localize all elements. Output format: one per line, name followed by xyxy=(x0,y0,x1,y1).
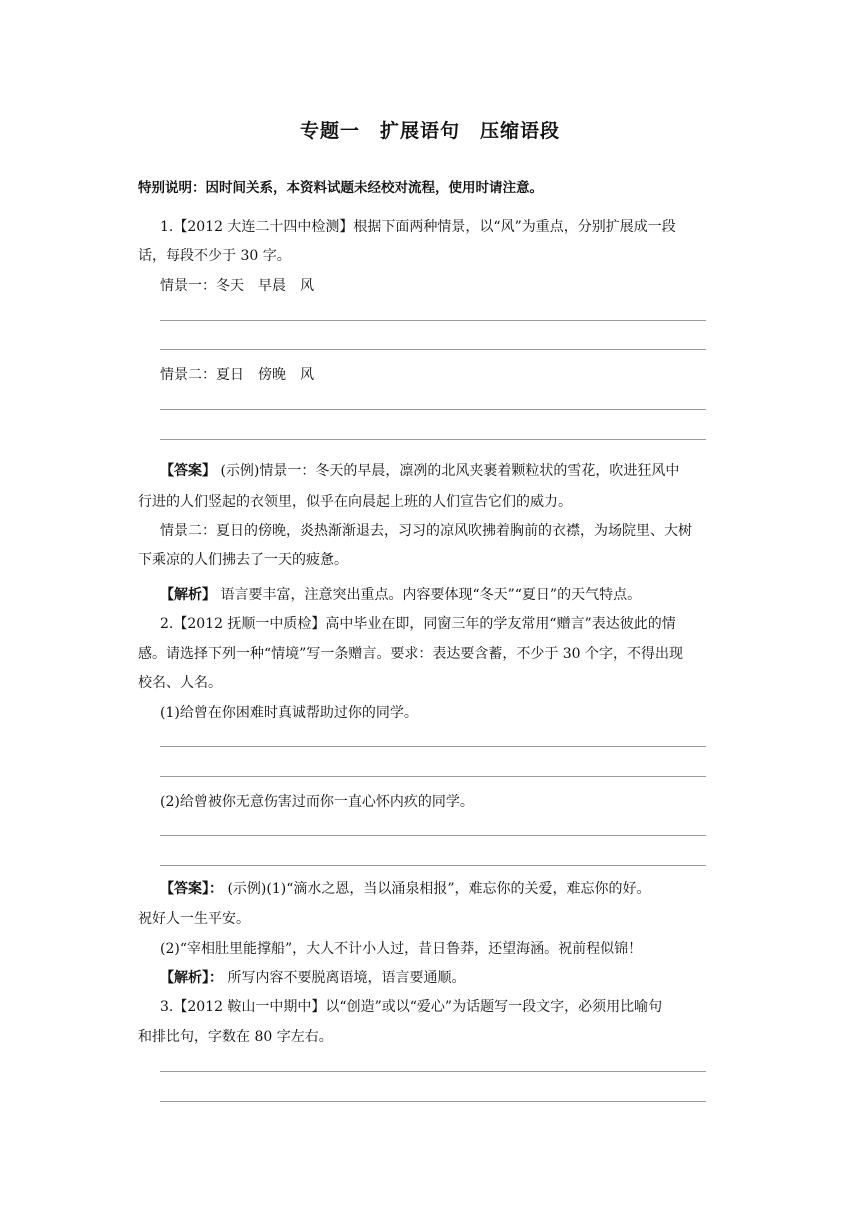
q3-prompt-line1: 3.【2012 鞍山一中期中】以“创造”或以“爱心”为话题写一段文字，必须用比喻句 xyxy=(160,999,663,1015)
q1-prompt-line1: 1.【2012 大连二十四中检测】根据下面两种情景，以“风”为重点，分别扩展成一段 xyxy=(160,219,676,235)
answer-line xyxy=(160,320,706,321)
q2-prompt-line2: 感。请选择下列一种“情境”写一条赠言。要求：表达要含蓄，不少于 30 个字，不得出现 xyxy=(138,646,684,662)
answer-tag: 【答案】 xyxy=(160,463,216,479)
q1-scene2: 情景二：夏日 傍晚 风 xyxy=(160,367,314,383)
answer-text: (示例)(1)“滴水之恩，当以涌泉相报”，难忘你的关爱，难忘你的好。 xyxy=(227,881,651,897)
q1-answer-line1 xyxy=(160,461,679,481)
q2-prompt-line1: 2.【2012 抚顺一中质检】高中毕业在即，同窗三年的学友常用“赠言”表达彼此的情 xyxy=(160,616,676,632)
answer-line xyxy=(160,1101,706,1102)
q2-analysis xyxy=(160,968,465,988)
q2-answer-line2: 祝好人一生平安。 xyxy=(138,911,250,927)
answer-line xyxy=(160,835,706,836)
q1-answer-line4: 下乘凉的人们拂去了一天的疲惫。 xyxy=(138,552,348,568)
answer-line xyxy=(160,1071,706,1072)
analysis-tag: 【解析】： xyxy=(160,970,223,986)
analysis-text: 所写内容不要脱离语境，语言要通顺。 xyxy=(227,970,466,986)
q1-prompt-line2: 话，每段不少于 30 字。 xyxy=(138,248,291,264)
answer-line xyxy=(160,865,706,866)
special-note: 特别说明：因时间关系，本资料试题未经校对流程，使用时请注意。 xyxy=(138,180,543,196)
q1-answer-line2: 行进的人们竖起的衣领里，似乎在向晨起上班的人们宣告它们的威力。 xyxy=(138,494,572,510)
q2-item2: (2)给曾被你无意伤害过而你一直心怀内疚的同学。 xyxy=(160,794,474,810)
q3-prompt-line2: 和排比句，字数在 80 字左右。 xyxy=(138,1029,333,1045)
answer-line xyxy=(160,349,706,350)
q2-item1: (1)给曾在你困难时真诚帮助过你的同学。 xyxy=(160,705,418,721)
q1-answer-line3: 情景二：夏日的傍晚，炎热渐渐退去，习习的凉风吹拂着胸前的衣襟，为场院里、大树 xyxy=(160,523,692,539)
page-title: 专题一 扩展语句 压缩语段 xyxy=(299,120,560,142)
answer-line xyxy=(160,409,706,410)
analysis-text: 语言要丰富，注意突出重点。内容要体现“冬天”“夏日”的天气特点。 xyxy=(220,587,642,603)
answer-text: (示例)情景一：冬天的早晨，凛冽的北风夹裹着颗粒状的雪花，吹进狂风中 xyxy=(220,463,680,479)
q2-prompt-line3: 校名、人名。 xyxy=(138,675,222,691)
q2-answer-line1 xyxy=(160,879,651,899)
answer-line xyxy=(160,746,706,747)
answer-line xyxy=(160,439,706,440)
q2-answer-line3: (2)“宰相肚里能撑船”，大人不计小人过，昔日鲁莽，还望海涵。祝前程似锦！ xyxy=(160,941,643,957)
q1-scene1: 情景一：冬天 早晨 风 xyxy=(160,278,314,294)
analysis-tag: 【解析】 xyxy=(160,587,216,603)
answer-line xyxy=(160,776,706,777)
q1-analysis xyxy=(160,585,641,605)
answer-tag: 【答案】： xyxy=(160,881,223,897)
